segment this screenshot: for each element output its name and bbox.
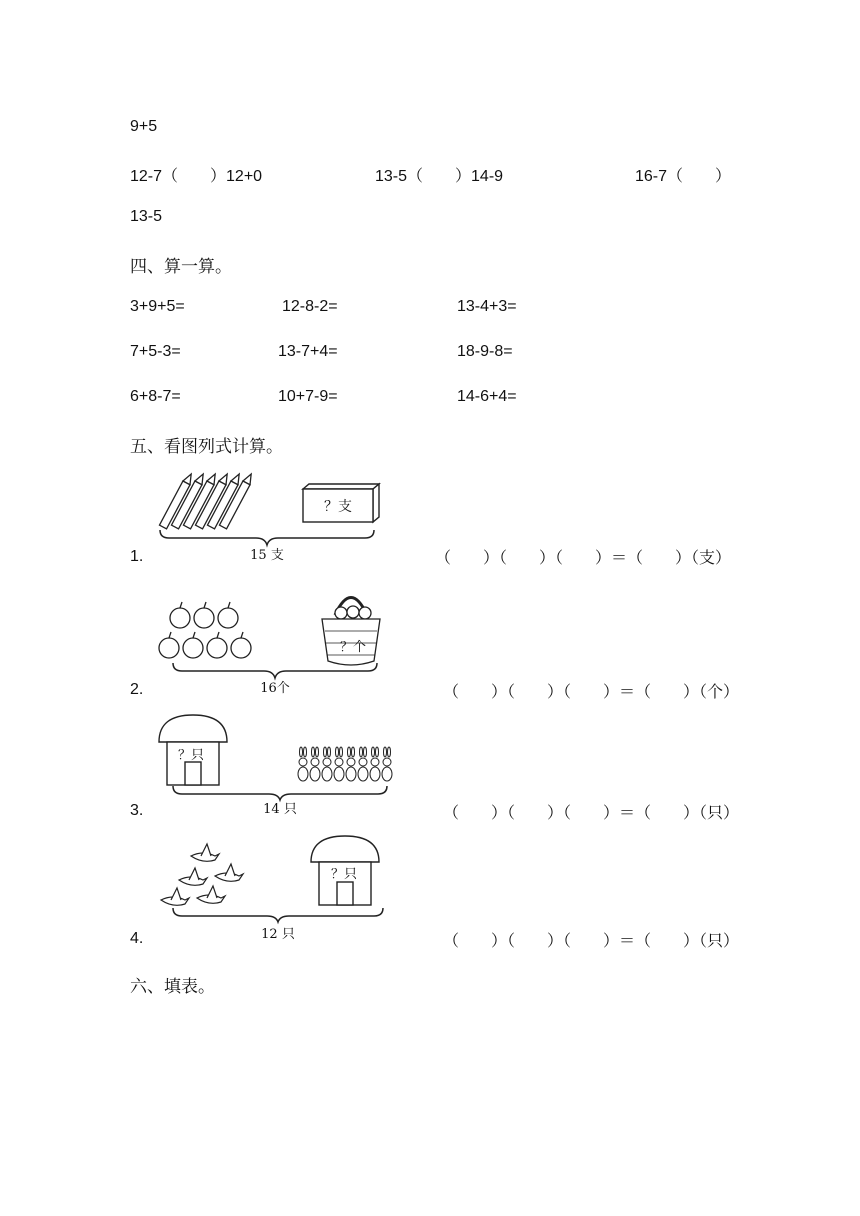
house-label: ？只 <box>330 867 358 882</box>
pencils-icon <box>159 472 254 529</box>
problem-1-answer: （ ）（ ）（ ）＝（ ）（支） <box>435 550 732 567</box>
pencil-box-label: ？支 <box>324 499 352 515</box>
problem-1-number: 1. <box>130 548 144 565</box>
rabbit-icon <box>298 747 392 781</box>
compare-item-1: 12-7（ ）12+0 <box>130 168 263 185</box>
basket-label: ？个 <box>339 640 367 655</box>
section-4-heading: 四、算一算。 <box>130 257 232 277</box>
exercise-1-3: 13-4+3= <box>457 298 517 315</box>
exercise-3-1: 6+8-7= <box>130 388 181 405</box>
compare-line-1: 9+5 <box>130 118 158 135</box>
apple-icon <box>159 602 251 658</box>
problem-2-number: 2. <box>130 681 144 698</box>
pencils-figure <box>155 472 385 567</box>
problem-2-answer: （ ）（ ）（ ）＝（ ）（个） <box>443 684 740 701</box>
exercise-1-1: 3+9+5= <box>130 298 185 315</box>
section-5-heading: 五、看图列式计算。 <box>130 437 283 457</box>
total-brace <box>173 908 383 922</box>
exercise-3-2: 10+7-9= <box>278 388 338 405</box>
apples-figure <box>155 585 390 700</box>
exercise-3-3: 14-6+4= <box>457 388 517 405</box>
birds-figure <box>155 834 390 946</box>
bird-icon <box>161 844 243 905</box>
total-label: 16个 <box>260 681 290 696</box>
total-label: 12 只 <box>261 927 295 942</box>
total-brace <box>160 530 374 545</box>
exercise-1-2: 12-8-2= <box>282 298 338 315</box>
house-label: ？只 <box>177 748 205 763</box>
section-6-heading: 六、填表。 <box>130 977 215 997</box>
compare-line-3: 13-5 <box>130 208 163 225</box>
total-label: 15 支 <box>250 548 284 563</box>
problem-3-answer: （ ）（ ）（ ）＝（ ）（只） <box>443 805 740 822</box>
problem-3-number: 3. <box>130 802 144 819</box>
problem-4-answer: （ ）（ ）（ ）＝（ ）（只） <box>443 933 740 950</box>
exercise-2-3: 18-9-8= <box>457 343 513 360</box>
total-label: 14 只 <box>263 802 297 817</box>
exercise-2-2: 13-7+4= <box>278 343 338 360</box>
compare-item-2: 13-5（ ）14-9 <box>375 168 504 185</box>
compare-item-3: 16-7（ ） <box>635 168 732 185</box>
exercise-2-1: 7+5-3= <box>130 343 181 360</box>
problem-4-number: 4. <box>130 930 144 947</box>
total-brace <box>173 786 387 800</box>
rabbits-figure <box>155 712 395 822</box>
